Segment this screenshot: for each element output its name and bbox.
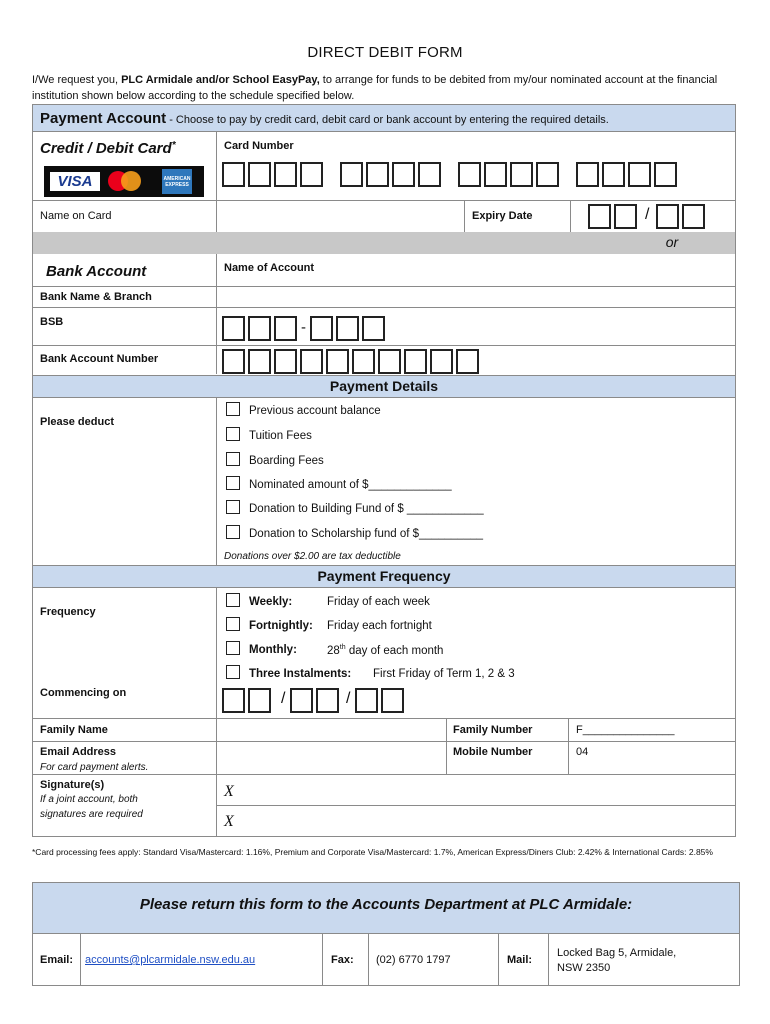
card-digit[interactable] bbox=[576, 162, 599, 187]
commencing-on-label: Commencing on bbox=[40, 687, 127, 699]
commencing-date-input[interactable] bbox=[222, 688, 412, 714]
card-asterisk: * bbox=[171, 140, 176, 151]
family-name-input[interactable] bbox=[217, 719, 445, 741]
card-digit[interactable] bbox=[536, 162, 559, 187]
bsb-digit[interactable] bbox=[336, 316, 359, 341]
bank-account-title: Bank Account bbox=[46, 263, 147, 280]
divider bbox=[446, 718, 447, 774]
card-digit[interactable] bbox=[340, 162, 363, 187]
bsb-digit[interactable] bbox=[310, 316, 333, 341]
divider bbox=[570, 200, 571, 232]
account-digit[interactable] bbox=[274, 349, 297, 374]
expiry-digit[interactable] bbox=[656, 204, 679, 229]
email-address-input[interactable] bbox=[217, 742, 445, 773]
mobile-number-input[interactable]: 04 bbox=[576, 746, 589, 758]
account-digit[interactable] bbox=[352, 349, 375, 374]
account-digit[interactable] bbox=[456, 349, 479, 374]
signature-2-input[interactable] bbox=[217, 806, 735, 836]
return-fax-value: (02) 6770 1797 bbox=[376, 954, 451, 966]
card-digit[interactable] bbox=[248, 162, 271, 187]
fortnightly-desc: Friday each fortnight bbox=[327, 620, 432, 632]
intro-post: to arrange for funds to be debited from my/our nominated account at the financial institution shown below according to the schedule specified below. bbox=[32, 74, 718, 102]
previous-balance-checkbox[interactable] bbox=[226, 402, 240, 416]
weekly-desc: Friday of each week bbox=[327, 596, 430, 608]
monthly-day-suffix: th bbox=[339, 644, 346, 651]
bsb-digit[interactable] bbox=[274, 316, 297, 341]
please-deduct-label: Please deduct bbox=[40, 416, 114, 428]
payment-account-title: Payment Account bbox=[40, 110, 167, 127]
bsb-digit[interactable] bbox=[248, 316, 271, 341]
signature-1-input[interactable] bbox=[217, 775, 735, 805]
return-mail-line1: Locked Bag 5, Armidale, bbox=[557, 947, 677, 959]
option-tuition-fees: Tuition Fees bbox=[249, 430, 312, 442]
card-digit[interactable] bbox=[602, 162, 625, 187]
account-digit[interactable] bbox=[430, 349, 453, 374]
signature-note-2: signatures are required bbox=[40, 809, 143, 820]
date-digit[interactable] bbox=[316, 688, 339, 713]
account-digit[interactable] bbox=[248, 349, 271, 374]
family-number-label: Family Number bbox=[453, 724, 533, 736]
divider bbox=[498, 934, 499, 986]
bsb-label: BSB bbox=[40, 316, 64, 328]
expiry-separator: / bbox=[645, 206, 650, 223]
nominated-amount-checkbox[interactable] bbox=[226, 476, 240, 490]
divider bbox=[216, 588, 217, 718]
divider bbox=[32, 307, 736, 308]
expiry-date-input[interactable] bbox=[588, 204, 708, 230]
return-heading: Please return this form to the Accounts Department at PLC Armidale: bbox=[139, 896, 633, 913]
expiry-digit[interactable] bbox=[588, 204, 611, 229]
card-digit[interactable] bbox=[222, 162, 245, 187]
divider bbox=[216, 254, 217, 374]
intro-pre: I/We request you, bbox=[32, 74, 122, 86]
monthly-label: Monthly: bbox=[249, 644, 297, 656]
card-digit[interactable] bbox=[484, 162, 507, 187]
divider bbox=[32, 345, 736, 346]
bsb-separator: - bbox=[301, 319, 306, 336]
account-digit[interactable] bbox=[404, 349, 427, 374]
date-digit[interactable] bbox=[248, 688, 271, 713]
or-text: or bbox=[665, 234, 679, 250]
monthly-checkbox[interactable] bbox=[226, 641, 240, 655]
account-number-label: Bank Account Number bbox=[40, 353, 159, 365]
card-digit[interactable] bbox=[628, 162, 651, 187]
return-email-label: Email: bbox=[40, 954, 74, 966]
family-name-label: Family Name bbox=[40, 724, 108, 736]
return-mail-line2: NSW 2350 bbox=[557, 962, 611, 974]
payment-frequency-heading: Payment Frequency bbox=[317, 568, 451, 584]
option-boarding-fees: Boarding Fees bbox=[249, 455, 324, 467]
email-note: For card payment alerts. bbox=[40, 762, 149, 773]
card-number-label: Card Number bbox=[224, 140, 294, 152]
expiry-date-label: Expiry Date bbox=[472, 210, 533, 222]
card-digit[interactable] bbox=[366, 162, 389, 187]
bank-name-input[interactable] bbox=[217, 287, 735, 306]
card-digit[interactable] bbox=[300, 162, 323, 187]
account-digit[interactable] bbox=[300, 349, 323, 374]
expiry-digit[interactable] bbox=[682, 204, 705, 229]
intro-bold: PLC Armidale and/or School EasyPay, bbox=[121, 74, 320, 86]
building-fund-checkbox[interactable] bbox=[226, 500, 240, 514]
payment-account-heading bbox=[40, 110, 609, 128]
card-number-input[interactable] bbox=[222, 162, 692, 188]
weekly-label: Weekly: bbox=[249, 596, 293, 608]
account-number-input[interactable] bbox=[222, 349, 486, 375]
return-mail-label: Mail: bbox=[507, 954, 533, 966]
name-of-account-label: Name of Account bbox=[224, 262, 315, 274]
date-separator-2: / bbox=[346, 690, 351, 707]
fortnightly-label: Fortnightly: bbox=[249, 620, 313, 632]
name-of-account-input[interactable] bbox=[217, 278, 735, 284]
divider bbox=[464, 200, 465, 232]
boarding-fees-checkbox[interactable] bbox=[226, 452, 240, 466]
monthly-day: 28 bbox=[327, 644, 340, 657]
weekly-checkbox[interactable] bbox=[226, 593, 240, 607]
divider bbox=[368, 934, 369, 986]
account-digit[interactable] bbox=[378, 349, 401, 374]
card-digit[interactable] bbox=[458, 162, 481, 187]
tax-deductible-note: Donations over $2.00 are tax deductible bbox=[224, 551, 401, 562]
divider bbox=[548, 934, 549, 986]
signature-2-mark: X bbox=[224, 813, 234, 830]
date-digit[interactable] bbox=[290, 688, 313, 713]
divider bbox=[80, 934, 81, 986]
visa-icon bbox=[50, 172, 100, 191]
card-digit[interactable] bbox=[510, 162, 533, 187]
bsb-digit[interactable] bbox=[362, 316, 385, 341]
divider bbox=[216, 398, 217, 566]
card-fees-footnote: *Card processing fees apply: Standard Visa/Mastercard: 1.16%, Premium and Corporate Visa/Mastercard: 1.7%, American Express/Diners Club: 2.42% & International Cards: 2.85% bbox=[32, 847, 713, 857]
date-digit[interactable] bbox=[355, 688, 378, 713]
card-digit[interactable] bbox=[274, 162, 297, 187]
amex-icon bbox=[162, 169, 192, 194]
payment-details-heading: Payment Details bbox=[329, 378, 439, 394]
card-logos bbox=[44, 166, 204, 197]
family-number-input[interactable]: F_______________ bbox=[576, 724, 675, 736]
signature-label: Signature(s) bbox=[40, 779, 105, 791]
three-instalments-desc: First Friday of Term 1, 2 & 3 bbox=[373, 668, 515, 680]
visa-logo-text: VISA bbox=[57, 173, 93, 190]
monthly-desc bbox=[327, 644, 443, 657]
name-on-card-label: Name on Card bbox=[40, 210, 112, 222]
date-digit[interactable] bbox=[222, 688, 245, 713]
frequency-label: Frequency bbox=[40, 606, 96, 618]
expiry-digit[interactable] bbox=[614, 204, 637, 229]
card-digit[interactable] bbox=[418, 162, 441, 187]
bank-name-label: Bank Name & Branch bbox=[40, 291, 152, 303]
signature-1-mark: X bbox=[224, 783, 234, 800]
amex-logo-text: AMERICAN EXPRESS bbox=[163, 176, 191, 188]
mobile-number-label: Mobile Number bbox=[453, 746, 533, 758]
name-on-card-input[interactable] bbox=[217, 201, 464, 231]
divider bbox=[568, 718, 569, 774]
signature-note-1: If a joint account, both bbox=[40, 794, 138, 805]
card-digit[interactable] bbox=[654, 162, 677, 187]
card-digit[interactable] bbox=[392, 162, 415, 187]
option-previous-balance: Previous account balance bbox=[249, 405, 381, 417]
fortnightly-checkbox[interactable] bbox=[226, 617, 240, 631]
payment-account-subtitle: - Choose to pay by credit card, debit card or bank account by entering the required details. bbox=[166, 114, 609, 126]
three-instalments-checkbox[interactable] bbox=[226, 665, 240, 679]
mastercard-icon-right bbox=[121, 171, 141, 191]
or-label bbox=[0, 234, 704, 250]
credit-card-title-text: Credit / Debit Card bbox=[40, 140, 172, 157]
bsb-input[interactable] bbox=[222, 316, 392, 342]
account-digit[interactable] bbox=[326, 349, 349, 374]
monthly-desc-rest: day of each month bbox=[345, 644, 444, 657]
three-instalments-label: Three Instalments: bbox=[249, 668, 352, 680]
bsb-digit[interactable] bbox=[222, 316, 245, 341]
form-title: DIRECT DEBIT FORM bbox=[307, 44, 463, 61]
scholarship-fund-checkbox[interactable] bbox=[226, 525, 240, 539]
intro-text bbox=[32, 72, 742, 104]
option-building-fund: Donation to Building Fund of $ ____________ bbox=[249, 503, 484, 515]
tuition-fees-checkbox[interactable] bbox=[226, 427, 240, 441]
date-separator: / bbox=[281, 690, 286, 707]
return-fax-label: Fax: bbox=[331, 954, 354, 966]
return-email-link[interactable]: accounts@plcarmidale.nsw.edu.au bbox=[85, 954, 256, 966]
option-scholarship-fund: Donation to Scholarship fund of $__________ bbox=[249, 528, 484, 540]
date-digit[interactable] bbox=[381, 688, 404, 713]
email-address-label: Email Address bbox=[40, 746, 117, 758]
divider bbox=[322, 934, 323, 986]
account-digit[interactable] bbox=[222, 349, 245, 374]
option-nominated-amount: Nominated amount of $_____________ bbox=[249, 479, 452, 491]
credit-card-title bbox=[40, 140, 176, 157]
